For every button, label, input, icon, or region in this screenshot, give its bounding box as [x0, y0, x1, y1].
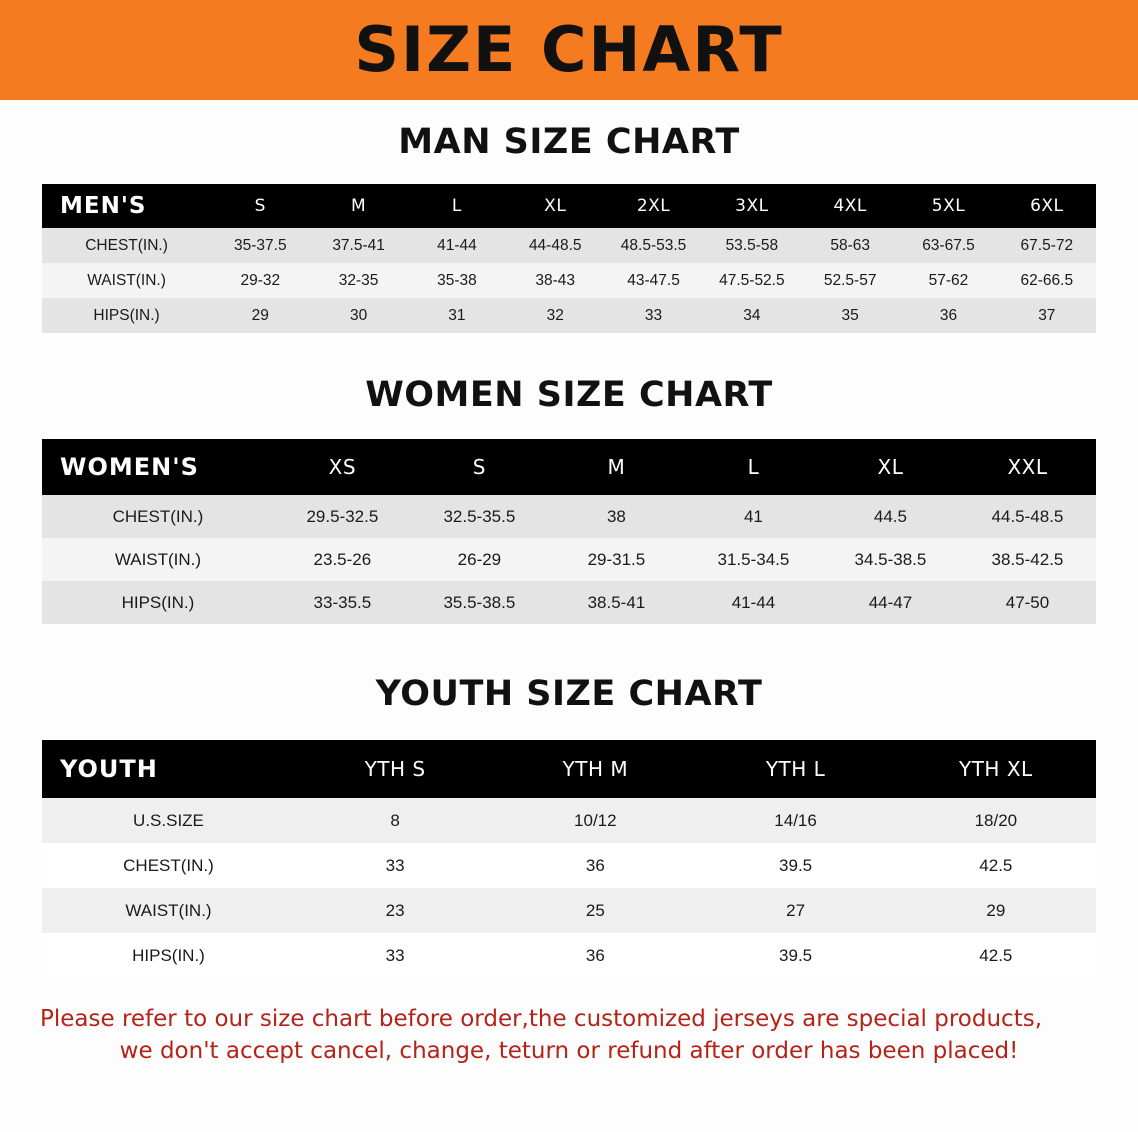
- cell: 32: [546, 306, 564, 324]
- men-header-4xl: 4XL: [833, 196, 867, 216]
- men-row-label-hips: HIPS(IN.): [93, 306, 160, 324]
- women-header-xl: XL: [877, 455, 904, 479]
- policy-note-line-1: Please refer to our size chart before order,the customized jerseys are special products,: [40, 1006, 1043, 1032]
- cell: 44-47: [868, 592, 913, 612]
- men-header-m: M: [351, 196, 367, 216]
- cell: 42.5: [979, 855, 1013, 875]
- cell: 53.5-58: [725, 236, 779, 254]
- man-table-wrap: [42, 184, 1096, 333]
- women-size-table: [42, 439, 1096, 624]
- men-header-5xl: 5XL: [931, 196, 966, 216]
- cell: 31: [448, 306, 466, 324]
- cell: 26-29: [457, 549, 502, 569]
- youth-row-label-ussize: U.S.SIZE: [133, 810, 204, 830]
- cell: 38: [606, 506, 626, 526]
- men-header-6xl: 6XL: [1030, 196, 1064, 216]
- man-section-title: MAN SIZE CHART: [398, 122, 740, 162]
- cell: 67.5-72: [1020, 236, 1074, 254]
- women-header-m: M: [607, 455, 626, 479]
- men-row-label-waist: WAIST(IN.): [87, 271, 166, 289]
- cell: 57-62: [928, 271, 969, 289]
- cell: 63-67.5: [922, 236, 975, 254]
- cell: 58-63: [830, 236, 870, 254]
- cell: 36: [585, 855, 605, 875]
- cell: 35-38: [437, 271, 477, 289]
- cell: 8: [390, 810, 400, 830]
- cell: 48.5-53.5: [620, 236, 687, 254]
- cell: 39.5: [779, 945, 813, 965]
- cell: 29-31.5: [587, 549, 646, 569]
- cell: 52.5-57: [823, 271, 877, 289]
- cell: 36: [939, 306, 958, 324]
- men-header-s: S: [254, 196, 266, 216]
- cell: 25: [585, 900, 605, 920]
- youth-header-yth-xl: YTH XL: [959, 757, 1033, 781]
- youth-header-yth-l: YTH L: [765, 757, 826, 781]
- cell: 41: [743, 506, 763, 526]
- women-header-xxl: XXL: [1007, 455, 1048, 479]
- women-header-xs: XS: [328, 455, 357, 479]
- cell: 36: [585, 945, 605, 965]
- cell: 10/12: [574, 810, 617, 830]
- cell: 29: [251, 306, 269, 324]
- cell: 43-47.5: [627, 271, 680, 289]
- cell: 44.5-48.5: [991, 506, 1064, 526]
- women-row-label-hips: HIPS(IN.): [121, 592, 195, 612]
- cell: 33: [385, 945, 405, 965]
- women-row-label-chest: CHEST(IN.): [112, 506, 204, 526]
- header-banner: [0, 0, 1138, 100]
- cell: 34: [743, 306, 761, 324]
- youth-size-table: [42, 740, 1096, 978]
- youth-header-yth-s: YTH S: [364, 757, 426, 781]
- women-header-l: L: [747, 455, 760, 479]
- table-header-row: [42, 184, 1096, 228]
- cell: 35: [841, 306, 859, 324]
- men-row-label-chest: CHEST(IN.): [85, 236, 168, 254]
- cell: 37: [1038, 306, 1056, 324]
- cell: 62-66.5: [1020, 271, 1074, 289]
- cell: 35-37.5: [234, 236, 287, 254]
- cell: 42.5: [979, 945, 1013, 965]
- men-header-label: MEN'S: [60, 193, 147, 219]
- youth-row-label-waist: WAIST(IN.): [125, 900, 212, 920]
- cell: 44-48.5: [528, 236, 582, 254]
- table-row: [42, 228, 1096, 263]
- cell: 33: [644, 306, 663, 324]
- cell: 29-32: [240, 271, 281, 289]
- cell: 32.5-35.5: [443, 506, 516, 526]
- table-row: [42, 298, 1096, 333]
- youth-table-wrap: [42, 740, 1096, 978]
- cell: 31.5-34.5: [717, 549, 790, 569]
- cell: 18/20: [974, 810, 1018, 830]
- cell: 33: [385, 855, 405, 875]
- cell: 29: [986, 900, 1006, 920]
- cell: 39.5: [779, 855, 813, 875]
- youth-row-label-hips: HIPS(IN.): [132, 945, 205, 965]
- cell: 34.5-38.5: [854, 549, 927, 569]
- policy-note-line-2: we don't accept cancel, change, teturn or refund after order has been placed!: [119, 1037, 1019, 1064]
- women-header-label: WOMEN'S: [60, 453, 199, 481]
- cell: 30: [349, 306, 368, 324]
- table-header-row: [42, 740, 1096, 798]
- cell: 14/16: [774, 810, 817, 830]
- youth-header-label: YOUTH: [60, 755, 158, 783]
- cell: 27: [786, 900, 806, 920]
- women-header-s: S: [472, 455, 486, 479]
- cell: 47-50: [1005, 592, 1050, 612]
- cell: 41-44: [731, 592, 776, 612]
- table-header-row: [42, 439, 1096, 495]
- table-row: [42, 888, 1096, 933]
- cell: 29.5-32.5: [306, 506, 379, 526]
- cell: 38.5-41: [587, 592, 646, 612]
- women-section-title: WOMEN SIZE CHART: [365, 375, 773, 415]
- table-row: [42, 843, 1096, 888]
- cell: 32-35: [338, 271, 379, 289]
- cell: 44.5: [873, 506, 907, 526]
- table-row: [42, 798, 1096, 843]
- table-row: [42, 263, 1096, 298]
- cell: 33-35.5: [313, 592, 372, 612]
- man-size-table: [42, 184, 1096, 333]
- cell: 47.5-52.5: [719, 271, 785, 289]
- cell: 35.5-38.5: [443, 592, 516, 612]
- page-title: SIZE CHART: [354, 13, 784, 86]
- table-row: [42, 538, 1096, 581]
- women-row-label-waist: WAIST(IN.): [114, 549, 202, 569]
- table-row: [42, 933, 1096, 978]
- men-header-3xl: 3XL: [735, 196, 769, 216]
- table-row: [42, 495, 1096, 538]
- women-table-wrap: [42, 439, 1096, 624]
- policy-note: [40, 1004, 1098, 1067]
- cell: 23: [385, 900, 405, 920]
- men-header-2xl: 2XL: [636, 196, 671, 216]
- men-header-xl: XL: [544, 196, 567, 216]
- cell: 23.5-26: [313, 549, 372, 569]
- men-header-l: L: [451, 196, 462, 216]
- youth-section-title: YOUTH SIZE CHART: [375, 674, 763, 714]
- table-row: [42, 581, 1096, 624]
- youth-row-label-chest: CHEST(IN.): [123, 855, 214, 875]
- cell: 37.5-41: [332, 236, 385, 254]
- youth-header-yth-m: YTH M: [562, 757, 629, 781]
- cell: 38-43: [535, 271, 576, 289]
- cell: 38.5-42.5: [991, 549, 1064, 569]
- cell: 41-44: [437, 236, 477, 254]
